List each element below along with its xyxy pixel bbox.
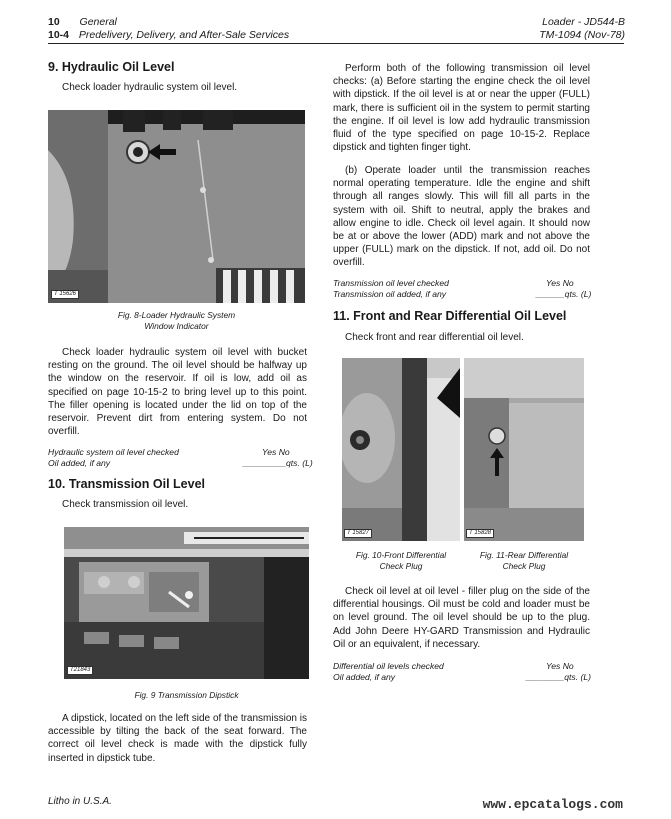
machine-model: Loader - JD544-B	[542, 16, 625, 28]
s9-form-label-2: Oil added, if any	[48, 458, 111, 468]
transmission-check-paragraph-b: (b) Operate loader until the transmission reaches normal operating temperature. Idle the engine and shift through all ranges slowly. This will fill all parts in the system with oil. Shift to neutral, apply the brakes and allow engine to idle. Check oil level again. It should now be at or above the lower (ADD) mark and not above the upper (FULL) mark on the dipstick. If not, add oil. Do not overfill.	[333, 165, 590, 269]
fig-10-photo	[342, 358, 460, 541]
section-subtitle: Predelivery, Delivery, and After-Sale Services	[78, 29, 290, 41]
section-9-heading: 9. Hydraulic Oil Level	[48, 60, 175, 74]
section-10-heading: 10. Transmission Oil Level	[48, 477, 206, 491]
fig-8-caption-line-2: Window Indicator	[144, 321, 209, 331]
fig-8-tag: T 15626	[51, 290, 79, 299]
section-11-body: Check oil level at oil level - filler plug on the side of the differential housings. Oil must be cold and loader must be on level ground. The oil level should be up to the plug. Add John Deere HY-GARD Transmission and Hydraulic Oil or an equivalent, if necessary.	[333, 586, 590, 650]
section-number: 10-4	[48, 29, 70, 41]
section-11-intro: Check front and rear differential oil level.	[345, 332, 524, 343]
fig-11-tag: T 15828	[466, 529, 494, 538]
trans-form-value-2: ______qts. (L)	[536, 289, 592, 299]
fig-10-caption-line-2: Check Plug	[379, 561, 423, 571]
manual-number: TM-1094 (Nov-78)	[539, 29, 625, 41]
watermark: www.epcatalogs.com	[482, 797, 623, 812]
s9-form-value-2: _________qts. (L)	[243, 458, 313, 468]
fig-11-caption-line-2: Check Plug	[502, 561, 546, 571]
diff-form-value-2: ________qts. (L)	[526, 672, 591, 682]
fig-8-caption	[48, 310, 305, 332]
page-number: 10	[48, 16, 60, 28]
s9-form-label-1: Hydraulic system oil level checked	[48, 447, 179, 457]
fig-11-caption-line-1: Fig. 11-Rear Differential	[479, 550, 569, 560]
diff-form-label-2: Oil added, if any	[333, 672, 396, 682]
section-11-heading: 11. Front and Rear Differential Oil Level	[333, 309, 567, 323]
section-9-body: Check loader hydraulic system oil level with bucket resting on the ground. The oil level should be halfway up the window on the reservoir. If oil is low, add oil as specified on page 10-15-2 to bring level up to this point. The filler opening is located under the lid on top of the reservoir. Prevent dirt from entering system. Do not overfill.	[48, 347, 307, 438]
diff-form-value-1: Yes No	[546, 661, 574, 671]
fig-9-tag: T21843	[67, 666, 93, 675]
header-right	[539, 16, 625, 42]
fig-10-caption	[342, 550, 460, 572]
fig-9-caption: Fig. 9 Transmission Dipstick	[134, 690, 239, 700]
trans-form-label-2: Transmission oil added, if any	[333, 289, 447, 299]
fig-8-caption-line-1: Fig. 8-Loader Hydraulic System	[117, 310, 236, 320]
diff-form-label-1: Differential oil levels checked	[333, 661, 444, 671]
section-title: General	[79, 16, 117, 28]
section-10-intro: Check transmission oil level.	[62, 499, 189, 510]
fig-11-caption	[464, 550, 584, 572]
section-10-body: A dipstick, located on the left side of the transmission is accessible by tilting the back of the seat forward. The correct oil level check is made with the dipstick fully inserted in dipstick tube.	[48, 713, 307, 764]
fig-9-photo	[64, 527, 309, 679]
trans-form-label-1: Transmission oil level checked	[333, 278, 449, 288]
header-left	[48, 16, 289, 42]
s9-form-value-1: Yes No	[262, 447, 290, 457]
header-rule	[48, 43, 624, 44]
fig-8-photo	[48, 110, 305, 303]
litho-note: Litho in U.S.A.	[48, 796, 112, 807]
trans-form-value-1: Yes No	[546, 278, 574, 288]
fig-10-caption-line-1: Fig. 10-Front Differential	[355, 550, 447, 560]
transmission-check-paragraph-a: Perform both of the following transmission oil level checks: (a) Before starting the engine check the oil level with dipstick. If the oil level is at or near the upper (FULL) mark, there is sufficient oil in the system to permit starting the engine. If oil level is low add hydraulic transmission fluid of the type specified on page 10-15-2. Replace dipstick and tighten finger tight.	[333, 63, 590, 154]
section-9-intro: Check loader hydraulic system oil level.	[62, 82, 238, 93]
fig-10-tag: T 15827	[344, 529, 372, 538]
fig-11-photo	[464, 358, 584, 541]
